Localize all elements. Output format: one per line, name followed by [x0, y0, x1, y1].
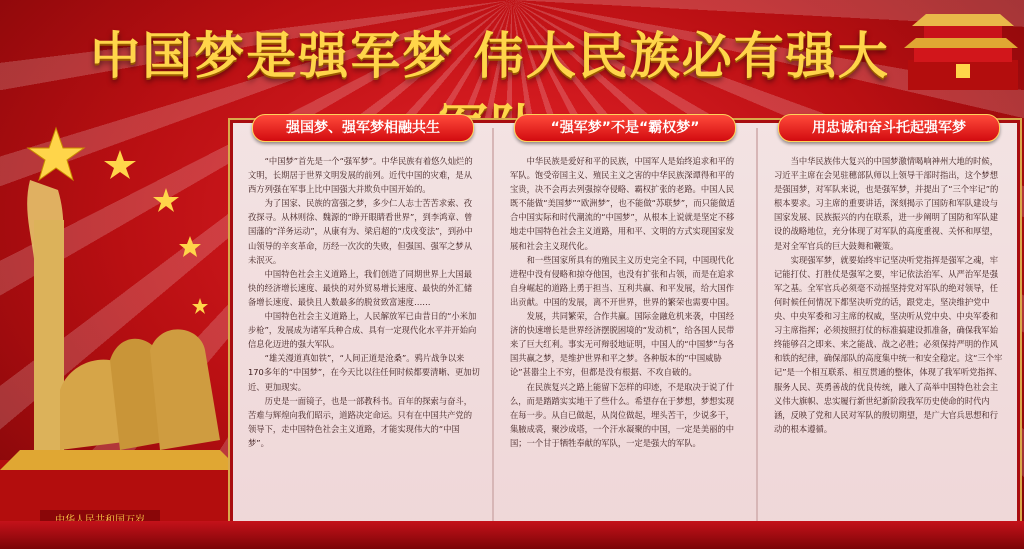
section-2	[492, 120, 756, 535]
section-heading: 强国梦、强军梦相融共生	[252, 114, 474, 142]
paragraph: 中国特色社会主义道路上，人民解放军已由昔日的“小米加步枪”，发展成为诸军兵种合成、具有一定现代化水平并开始向信息化迈进的强大军队。	[248, 311, 477, 350]
paragraph: 当中华民族伟大复兴的中国梦激情喝响神州大地的时候，习近平主席在会见驻穗部队师以上领导干部时指出，这个梦想是强国梦，对军队来说，也是强军梦，并提出了“三个牢记”的根本要求。习主席的重要讲话，深刻揭示了国防和军队建设与国家发展、民族振兴的内在联系，进一步阐明了国防和军队建设的战略地位，充分体现了对军队的高度重视、关怀和厚望，是对全军官兵的巨大鼓舞和鞭策。	[774, 156, 999, 251]
paragraph: 历史是一面镜子，也是一部教科书。百年的探索与奋斗，苦难与辉煌向我们昭示，道路决定命运。只有在中国共产党的领导下，走中国特色社会主义道路，才能实现伟大的“中国梦”。	[248, 395, 473, 448]
page-title: 中国梦是强军梦 伟大民族必有强大	[90, 27, 890, 85]
paragraph: 中华民族是爱好和平的民族，中国军人是始终追求和平的军队。饱受帝国主义、殖民主义之害的中华民族深谭得和平的宝贵，决不会再去列强掠夺侵略、霸权扩张的老路。中国人民既不能做“美国梦”“欧洲梦”，也不能做“苏联梦”，而只能做适合中国实际和时代潮流的“中国梦”，从根本上说就是坚定不移地走中国特色社会主义道路，用和平、文明的方式实现国家发展和社会主义现代化。	[510, 156, 735, 251]
star-icon	[28, 128, 84, 180]
paragraph: 实现强军梦，就要始终牢记坚决听党指挥是强军之魂，牢记能打仗、打胜仗是强军之要，牢记依法治军、从严治军是强军之基。全军官兵必须毫不动摇坚持党对军队的绝对领导，任何时候任何情况下都坚决听党的话，跟党走，坚决维护党中央、中央军委和习主席的权威，坚决听从党中央、中央军委和习主席指挥；必须按照打仗的标准搞建设抓准备，确保我军始终能够召之即来、来之能战、战之必胜；必须保持严明的作风和铁的纪律，确保部队的高度集中统一和安全稳定。这“三个牢记”是一个相互联系、相互贯通的整体，体现了我军听党指挥、服务人民、英勇善战的优良传统，融入了高举中国特色社会主义伟大旗帜、忠实履行新世纪新阶段我军历史使命的时代内涵，反映了党和人民对军队的殷切期望，是广大官兵思想和行动的根本遵循。	[774, 254, 1003, 434]
paragraph: 在民族复兴之路上能留下怎样的印迹，不是取决于说了什么，而是踏踏实实地干了些什么。希望存在于梦想，梦想实现在每一步。从自已做起，从岗位做起，埋头苦干，少说多干，集腋成裘，聚沙成塔，一个汗水凝聚的中国，一定是美丽的中国；一个甘于牺牲奉献的军队，一定是强大的军队。	[510, 381, 735, 448]
section-heading: “强军梦”不是“霸权梦”	[514, 114, 736, 142]
tiananmen-icon	[894, 0, 1024, 90]
paragraph: “雄关漫道真如铁”，“人间正道是沧桑”。鸦片战争以来170多年的“中国梦”，在今天比以往任何时候都要清晰、更加切近、更加现实。	[248, 353, 480, 392]
content-board	[228, 118, 1022, 537]
paragraph: 为了国家、民族的富强之梦，多少仁人志士苦苦求索、孜孜探寻。从林则徐、魏源的“睁开眼睛看世界”，到李鸿章、曾国藩的“洋务运动”，从康有为、梁启超的“戊戌变法”，到孙中山领导的辛亥革命，历经一次次的失败，但强国、强军之梦从未泯灭。	[248, 198, 473, 265]
section-heading: 用忠诚和奋斗托起强军梦	[778, 114, 1000, 142]
bottom-ribbon	[0, 521, 1024, 549]
paragraph: 中国特色社会主义道路上，我们创造了同期世界上大国最快的经济增长速度、最快的对外贸易增长速度、最快的外汇储备增长速度、最快且人数最多的脱贫致富速度……	[248, 268, 473, 307]
paragraph: “中国梦”首先是一个“强军梦”。中华民族有着悠久灿烂的文明，长期居于世界文明发展的前列。近代中国的灾难，是从西方列强在军事上比中国强大并欺负中国开始的。	[248, 156, 473, 195]
section-text	[510, 154, 742, 524]
paragraph: 发展，共同繁荣，合作共赢。国际金融危机来袭，中国经济的快速增长是世界经济摆脱困境的“发动机”，给各国人民带来了巨大红利。事实无可辩驳地证明，中国人的“中国梦”与各国共赢之梦，是维护世界和平之梦。各种版本的“中国威胁论”甚嚣尘上不穷，但都是没有根据、不攻自破的。	[510, 311, 735, 378]
section-3	[756, 120, 1020, 535]
section-1	[230, 120, 494, 535]
paragraph: 和一些国家所具有的殖民主义历史完全不同，中国现代化进程中没有侵略和掠夺他国，也没有扩张和占领，而是在追求自身崛起的道路上勇于担当、互利共赢、和平发展，给大国作出贡献。中国的发展，离不开世界，世界的繁荣也需要中国。	[510, 254, 735, 307]
section-text	[248, 154, 480, 524]
section-text	[774, 154, 1006, 524]
monument-illustration	[0, 110, 240, 549]
